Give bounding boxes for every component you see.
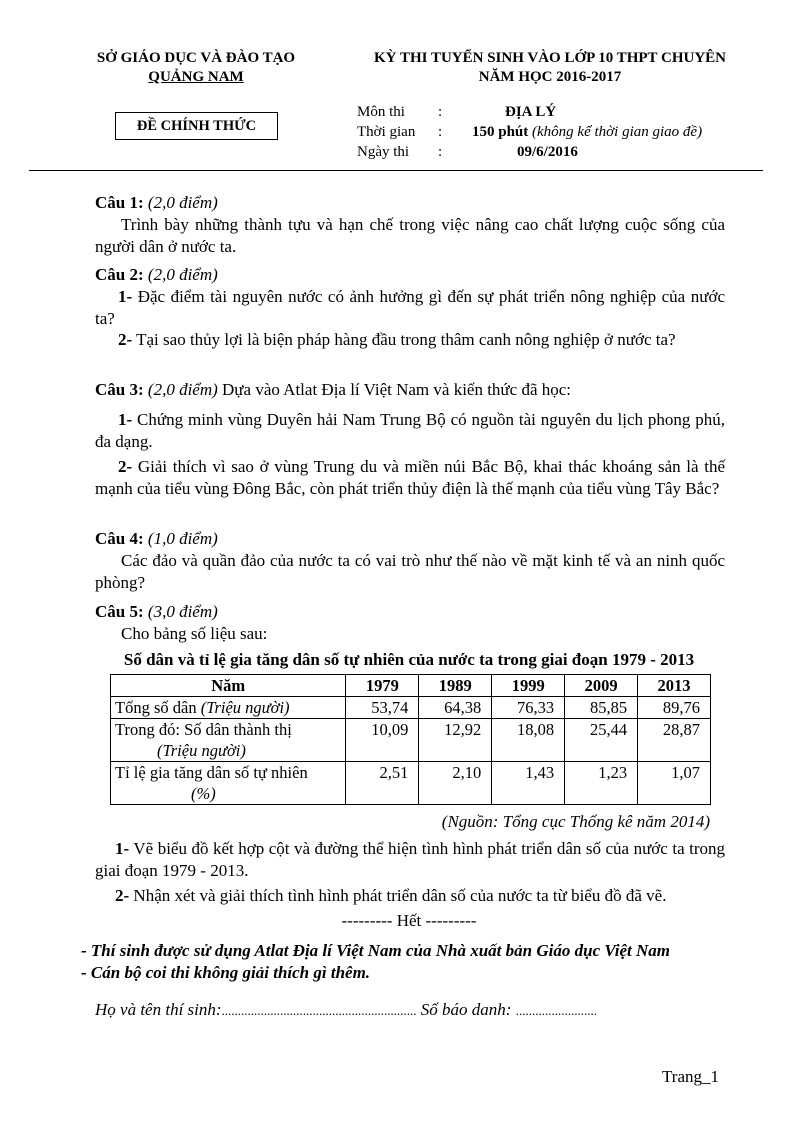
- time-duration: 150 phút: [472, 124, 529, 140]
- table-row: [111, 719, 711, 762]
- subject-colon: :: [438, 104, 443, 120]
- date-label: Ngày thi: [357, 144, 410, 160]
- q3-label: Câu 3:: [95, 380, 144, 399]
- q2-part1-text: Đặc điểm tài nguyên nước có ảnh hưởng gì đến sự phát triển nông nghiệp của nước ta?: [95, 287, 725, 328]
- table-row-label: [111, 697, 346, 719]
- q2-part2-num: 2-: [118, 330, 133, 349]
- table-header-cell: 2013: [638, 675, 711, 697]
- q3-part2: [95, 456, 725, 500]
- subject-value: ĐỊA LÝ: [505, 104, 557, 120]
- candidate-name-field: ............................................................: [221, 1003, 417, 1018]
- department-line1: SỞ GIÁO DỤC VÀ ĐÀO TẠO: [96, 50, 296, 66]
- table-header-cell: 1979: [346, 675, 419, 697]
- note-proctor: - Cán bộ coi thi không giải thích gì thêm.: [81, 963, 371, 982]
- q3-part2-num: 2-: [118, 457, 133, 476]
- candidate-id-field: .........................: [515, 1003, 597, 1018]
- row-unit: (Triệu người): [200, 698, 290, 717]
- q2-part2-text: Tại sao thủy lợi là biện pháp hàng đầu trong thâm canh nông nghiệp ở nước ta?: [136, 330, 676, 349]
- q3-part1-num: 1-: [118, 410, 133, 429]
- exam-title-line1: KỲ THI TUYỂN SINH VÀO LỚP 10 THPT CHUYÊN: [373, 50, 727, 66]
- q1-label: Câu 1:: [95, 193, 144, 212]
- exam-title-line2: NĂM HỌC 2016-2017: [478, 69, 622, 85]
- table-header-cell: 2009: [565, 675, 638, 697]
- q5-part1-num: 1-: [115, 839, 130, 858]
- q1-points: (2,0 điểm): [147, 193, 218, 212]
- q5-part1: [95, 838, 725, 882]
- q3-intro: Dựa vào Atlat Địa lí Việt Nam và kiến thức đã học:: [222, 380, 572, 399]
- candidate-id-label: Số báo danh:: [420, 1000, 512, 1019]
- table-cell: 12,92: [419, 719, 492, 762]
- q2-part1-num: 1-: [118, 287, 133, 306]
- table-cell: 2,51: [346, 762, 419, 805]
- header-divider: [29, 170, 763, 171]
- department-line2: [76, 68, 316, 87]
- q3-part1-text: Chứng minh vùng Duyên hải Nam Trung Bộ có nguồn tài nguyên du lịch phong phú, đa dạng.: [95, 410, 725, 451]
- q3-part1: [95, 409, 725, 453]
- time-value: [472, 123, 702, 142]
- table-row-label: [111, 719, 346, 762]
- department-line2-text: QUẢNG NAM: [148, 69, 244, 85]
- table-header-row: [111, 675, 711, 697]
- row-label-text: Tỉ lệ gia tăng dân số tự nhiên: [115, 763, 308, 782]
- q3-part2-text: Giải thích vì sao ở vùng Trung du và miền núi Bắc Bộ, khai thác khoáng sản là thế mạnh của tiểu vùng Đông Bắc, còn phát triển thủy điện là thế mạnh của tiểu vùng Tây Bắc?: [95, 457, 725, 498]
- exam-title: [336, 49, 764, 87]
- table-cell: 25,44: [565, 719, 638, 762]
- time-colon: :: [438, 124, 443, 140]
- q5-intro: Cho bảng số liệu sau:: [121, 624, 268, 643]
- q4-label: Câu 4:: [95, 529, 144, 548]
- table-header-cell: Năm: [111, 675, 346, 697]
- q2-part1: [95, 286, 725, 330]
- table-cell: 1,07: [638, 762, 711, 805]
- table-cell: 28,87: [638, 719, 711, 762]
- table-cell: 53,74: [346, 697, 419, 719]
- department-name: [76, 49, 316, 87]
- q1-text: Trình bày những thành tựu và hạn chế trong việc nâng cao chất lượng cuộc sống của người dân ở nước ta.: [95, 215, 725, 256]
- q5-heading: [95, 601, 218, 623]
- q2-heading: [95, 264, 218, 286]
- q3-heading: [95, 379, 571, 401]
- table-row: [111, 762, 711, 805]
- table-cell: 10,09: [346, 719, 419, 762]
- q5-table-title: Số dân và tỉ lệ gia tăng dân số tự nhiên của nước ta trong giai đoạn 1979 - 2013: [123, 650, 695, 669]
- row-label-text: Tổng số dân: [115, 698, 197, 717]
- q5-part1-text: Vẽ biểu đồ kết hợp cột và đường thể hiện tình hình phát triển dân số của nước ta trong giai đoạn 1979 - 2013.: [95, 839, 725, 880]
- q4-points: (1,0 điểm): [147, 529, 218, 548]
- official-exam-badge: ĐỀ CHÍNH THỨC: [115, 112, 278, 140]
- table-cell: 76,33: [492, 697, 565, 719]
- q1-heading: [95, 192, 218, 214]
- subject-label: Môn thi: [357, 104, 405, 120]
- q5-label: Câu 5:: [95, 602, 144, 621]
- table-header-cell: 1999: [492, 675, 565, 697]
- table-cell: 1,23: [565, 762, 638, 805]
- q4-heading: [95, 528, 218, 550]
- table-cell: 18,08: [492, 719, 565, 762]
- q5-points: (3,0 điểm): [147, 602, 218, 621]
- q5-part2: [95, 885, 735, 907]
- row-unit: (Triệu người): [157, 741, 246, 760]
- q2-points: (2,0 điểm): [147, 265, 218, 284]
- q5-part2-num: 2-: [115, 886, 130, 905]
- q4-text: Các đảo và quần đảo của nước ta có vai trò như thế nào về mặt kinh tế và an ninh quốc phòng?: [95, 551, 725, 592]
- note-atlas: - Thí sinh được sử dụng Atlat Địa lí Việt Nam của Nhà xuất bản Giáo dục Việt Nam: [81, 941, 671, 960]
- date-colon: :: [438, 144, 443, 160]
- candidate-name-label: Họ và tên thí sinh:: [95, 1000, 222, 1019]
- date-value: 09/6/2016: [517, 144, 578, 160]
- table-row: [111, 697, 711, 719]
- table-cell: 1,43: [492, 762, 565, 805]
- table-cell: 2,10: [419, 762, 492, 805]
- table-cell: 85,85: [565, 697, 638, 719]
- q2-label: Câu 2:: [95, 265, 144, 284]
- row-unit: (%): [191, 784, 216, 803]
- q3-points: (2,0 điểm): [147, 380, 218, 399]
- time-note: (không kể thời gian giao đề): [532, 124, 703, 140]
- table-header-cell: 1989: [419, 675, 492, 697]
- candidate-info: [95, 999, 597, 1022]
- q5-part2-text: Nhận xét và giải thích tình hình phát triển dân số của nước ta từ biểu đồ đã vẽ.: [133, 886, 667, 905]
- q2-part2: [95, 329, 725, 351]
- row-label-text: Trong đó: Số dân thành thị: [115, 720, 292, 739]
- table-row-label: [111, 762, 346, 805]
- page-number: Trang_1: [662, 1067, 719, 1086]
- table-cell: 64,38: [419, 697, 492, 719]
- time-label: Thời gian: [357, 124, 416, 140]
- table-cell: 89,76: [638, 697, 711, 719]
- table-source: (Nguồn: Tổng cục Thống kê năm 2014): [441, 812, 710, 831]
- end-marker: --------- Hết ---------: [341, 911, 477, 930]
- population-table: [110, 674, 711, 805]
